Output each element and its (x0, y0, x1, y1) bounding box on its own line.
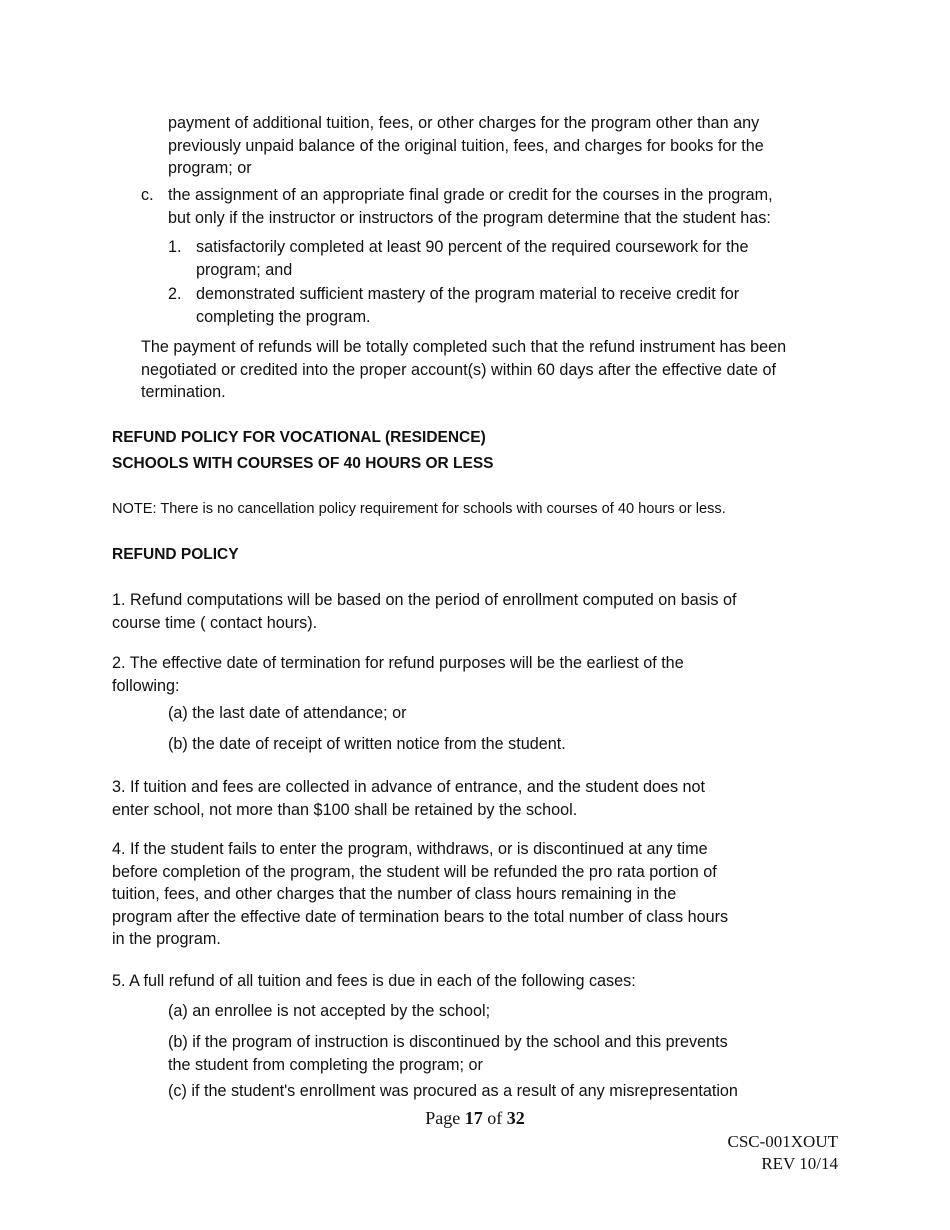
list-marker: 1. (168, 238, 182, 256)
list-item-c (168, 184, 773, 229)
text-line: but only if the instructor or instructors of the program determine that the student has: (168, 208, 771, 227)
text-line: following: (112, 676, 180, 695)
continuation-paragraph (168, 112, 764, 180)
text-line: 1. Refund computations will be based on the period of enrollment computed on basis of (112, 591, 737, 609)
section-heading: REFUND POLICY FOR VOCATIONAL (RESIDENCE) (112, 429, 486, 446)
text-line: program after the effective date of termination bears to the total number of class hours (112, 907, 729, 926)
rule-5-item-a: (a) an enrollee is not accepted by the school; (168, 1002, 491, 1020)
text-line: program; and (196, 260, 293, 279)
text-line: payment of additional tuition, fees, or other charges for the program other than any (168, 114, 760, 132)
text-line: 4. If the student fails to enter the program, withdraws, or is discontinued at any time (112, 840, 708, 858)
text-line: the assignment of an appropriate final grade or credit for the courses in the program, (168, 186, 773, 204)
sub-list-item (196, 236, 748, 281)
text-line: in the program. (112, 930, 221, 948)
page-current: 17 (464, 1108, 483, 1128)
rule-2-item-a: (a) the last date of attendance; or (168, 704, 407, 722)
sub-list-item (196, 283, 739, 328)
refund-policy-heading: REFUND POLICY (112, 546, 239, 563)
text-line: program; or (168, 159, 252, 177)
revision: REV 10/14 (761, 1154, 838, 1173)
rule-4 (112, 838, 728, 951)
text-line: completing the program. (196, 307, 371, 326)
page-number (0, 1106, 950, 1130)
note-text: NOTE: There is no cancellation policy requirement for schools with courses of 40 hours or less. (112, 501, 726, 517)
rule-3 (112, 776, 705, 821)
text-line: 3. If tuition and fees are collected in advance of entrance, and the student does not (112, 778, 706, 796)
text-line: enter school, not more than $100 shall be retained by the school. (112, 800, 578, 819)
text-line: termination. (141, 383, 226, 401)
text-line: the student from completing the program; or (168, 1055, 483, 1074)
text-line: tuition, fees, and other charges that the number of class hours remaining in the (112, 885, 677, 903)
page-word: Page (425, 1108, 461, 1128)
rule-2-item-b: (b) the date of receipt of written notice from the student. (168, 735, 566, 753)
form-identifier (727, 1131, 838, 1175)
form-code: CSC-001XOUT (727, 1132, 838, 1151)
section-heading: SCHOOLS WITH COURSES OF 40 HOURS OR LESS (112, 455, 494, 472)
rule-5-item-c: (c) if the student's enrollment was procured as a result of any misrepresentation (168, 1082, 738, 1100)
text-line: (b) if the program of instruction is discontinued by the school and this prevents (168, 1033, 728, 1051)
rule-5: 5. A full refund of all tuition and fees is due in each of the following cases: (112, 972, 636, 990)
text-line: 2. The effective date of termination for refund purposes will be the earliest of the (112, 654, 684, 672)
payment-paragraph (141, 336, 786, 404)
list-marker: c. (141, 186, 154, 204)
page-total: 32 (506, 1108, 525, 1128)
text-line: demonstrated sufficient mastery of the program material to receive credit for (196, 285, 740, 303)
text-line: satisfactorily completed at least 90 percent of the required coursework for the (196, 238, 749, 256)
rule-1 (112, 589, 737, 634)
of-word: of (487, 1108, 503, 1128)
text-line: negotiated or credited into the proper account(s) within 60 days after the effective date of (141, 360, 776, 379)
text-line: The payment of refunds will be totally completed such that the refund instrument has been (141, 338, 787, 356)
text-line: course time ( contact hours). (112, 613, 318, 632)
text-line: before completion of the program, the student will be refunded the pro rata portion of (112, 862, 717, 881)
text-line: previously unpaid balance of the original tuition, fees, and charges for books for the (168, 136, 764, 155)
rule-2 (112, 652, 684, 697)
rule-5-item-b (168, 1031, 728, 1076)
list-marker: 2. (168, 285, 182, 303)
